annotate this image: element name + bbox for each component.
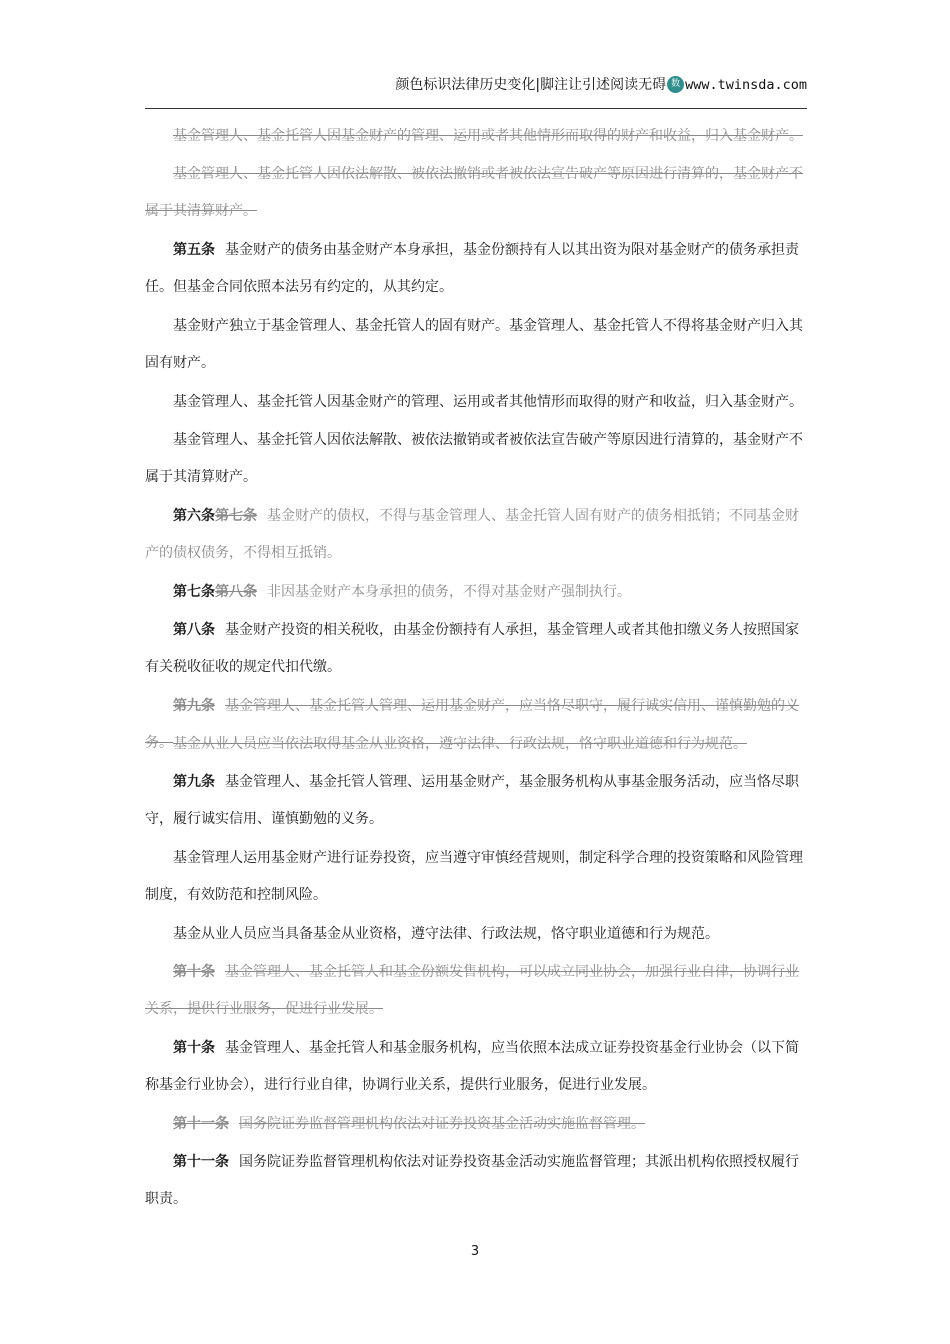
article-8 bbox=[145, 612, 807, 686]
paragraph-text: 基金管理人、基金托管人因基金财产的管理、运用或者其他情形而取得的财产和收益，归入基金财产。 bbox=[173, 394, 803, 410]
article-11 bbox=[145, 1144, 807, 1218]
deleted-text: 国务院证券监督管理机构依法对证券投资基金活动实施监督管理。 bbox=[239, 1116, 645, 1132]
site-logo-icon: 数 bbox=[667, 76, 684, 93]
paragraph-text: 基金管理人运用基金财产进行证券投资，应当遵守审慎经营规则，制定科学合理的投资策略和风险管理制度，有效防范和控制风险。 bbox=[145, 850, 803, 903]
paragraph bbox=[145, 840, 807, 914]
deleted-article-number: 第九条 bbox=[173, 698, 215, 714]
deleted-article-number: 第十一条 bbox=[173, 1116, 229, 1132]
article-text: 国务院证券监督管理机构依法对证券投资基金活动实施监督管理；其派出机构依照授权履行职责。 bbox=[145, 1154, 799, 1207]
deleted-text: 基金管理人、基金托管人因基金财产的管理、运用或者其他情形而取得的财产和收益，归入基金财产。 bbox=[173, 128, 803, 144]
article-text: 基金管理人、基金托管人和基金服务机构，应当依照本法成立证券投资基金行业协会（以下简称基金行业协会），进行行业自律，协调行业关系，提供行业服务，促进行业发展。 bbox=[145, 1040, 799, 1093]
paragraph bbox=[145, 916, 807, 953]
deleted-article-number: 第十条 bbox=[173, 964, 215, 980]
paragraph-text: 基金管理人、基金托管人因依法解散、被依法撤销或者被依法宣告破产等原因进行清算的，基金财产不属于其清算财产。 bbox=[145, 432, 803, 485]
article-text: 基金财产的债务由基金财产本身承担，基金份额持有人以其出资为限对基金财产的债务承担责任。但基金合同依照本法另有约定的，从其约定。 bbox=[145, 242, 799, 295]
article-text: 基金财产投资的相关税收，由基金份额持有人承担，基金管理人或者其他扣缴义务人按照国家有关税收征收的规定代扣代缴。 bbox=[145, 622, 799, 675]
article-6 bbox=[145, 498, 807, 572]
paragraph bbox=[145, 308, 807, 382]
paragraph bbox=[145, 422, 807, 496]
site-link[interactable]: www.twinsda.com bbox=[685, 77, 807, 93]
article-number: 第九条 bbox=[173, 774, 215, 790]
article-10 bbox=[145, 1030, 807, 1104]
deleted-article-10 bbox=[145, 954, 807, 1028]
paragraph bbox=[145, 726, 807, 763]
page-header bbox=[145, 68, 807, 109]
deleted-article-11 bbox=[145, 1106, 807, 1143]
paragraph bbox=[145, 156, 807, 230]
article-number: 第八条 bbox=[173, 622, 215, 638]
deleted-text: 基金管理人、基金托管人和基金份额发售机构，可以成立同业协会，加强行业自律，协调行业关系，提供行业服务，促进行业发展。 bbox=[145, 964, 799, 1017]
page-number: 3 bbox=[470, 1244, 480, 1259]
article-text: 基金管理人、基金托管人管理、运用基金财产，基金服务机构从事基金服务活动，应当恪尽职守，履行诚实信用、谨慎勤勉的义务。 bbox=[145, 774, 799, 827]
article-9 bbox=[145, 764, 807, 838]
article-number: 第七条 bbox=[173, 584, 215, 600]
paragraph bbox=[145, 384, 807, 421]
unchanged-text: 非因基金财产本身承担的债务，不得对基金财产强制执行。 bbox=[267, 584, 631, 600]
unchanged-text: 基金财产的债权，不得与基金管理人、基金托管人固有财产的债务相抵销；不同基金财产的债权债务，不得相互抵销。 bbox=[145, 508, 799, 561]
deleted-text: 基金管理人、基金托管人管理、运用基金财产，应当恪尽职守，履行诚实信用、谨慎勤勉的义务。 bbox=[145, 698, 799, 751]
article-number: 第六条 bbox=[173, 508, 215, 524]
paragraph-text: 基金从业人员应当具备基金从业资格，遵守法律、行政法规，恪守职业道德和行为规范。 bbox=[173, 926, 719, 942]
deleted-article-number: 第七条 bbox=[215, 508, 257, 524]
header-title: 颜色标识法律历史变化|脚注让引述阅读无碍 bbox=[395, 77, 667, 93]
header-banner bbox=[395, 74, 807, 94]
paragraph-text: 基金财产独立于基金管理人、基金托管人的固有财产。基金管理人、基金托管人不得将基金财产归入其固有财产。 bbox=[145, 318, 803, 371]
deleted-text: 基金管理人、基金托管人因依法解散、被依法撤销或者被依法宣告破产等原因进行清算的，基金财产不属于其清算财产。 bbox=[145, 166, 803, 219]
deleted-text: 基金从业人员应当依法取得基金从业资格，遵守法律、行政法规，恪守职业道德和行为规范。 bbox=[173, 736, 747, 752]
deleted-article-number: 第八条 bbox=[215, 584, 257, 600]
article-5 bbox=[145, 232, 807, 306]
article-number: 第五条 bbox=[173, 242, 215, 258]
paragraph bbox=[145, 118, 807, 155]
article-number: 第十一条 bbox=[173, 1154, 229, 1170]
article-7 bbox=[145, 574, 807, 611]
article-number: 第十条 bbox=[173, 1040, 215, 1056]
